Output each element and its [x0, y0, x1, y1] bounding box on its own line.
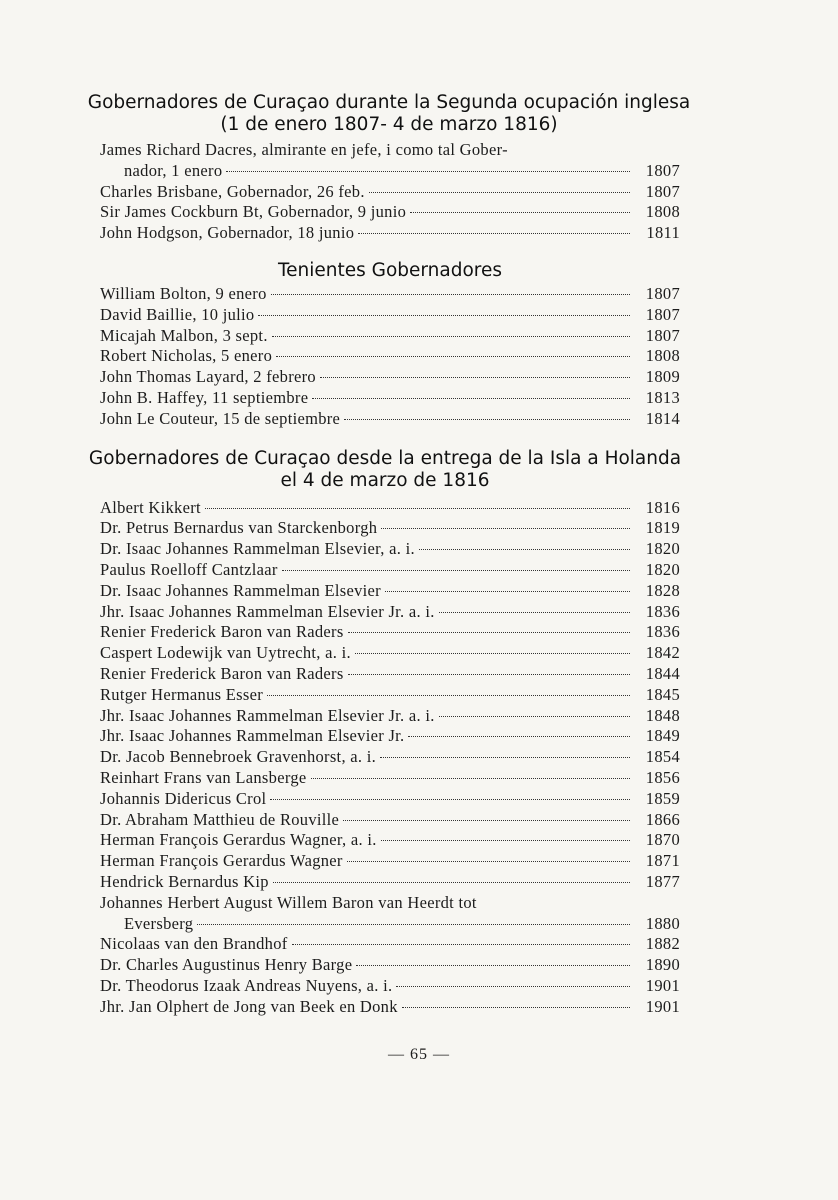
entry-line — [100, 388, 680, 409]
entry-year: 1836 — [645, 601, 680, 621]
dot-leader — [344, 419, 630, 420]
heading-line-2: el 4 de marzo de 1816 — [280, 469, 490, 491]
list-item — [100, 539, 680, 560]
entry-line — [100, 284, 680, 305]
entry-name: Dr. Abraham Matthieu de Rouville — [100, 809, 340, 829]
list-item — [100, 997, 680, 1018]
list-item — [100, 346, 680, 367]
list-item — [100, 768, 680, 789]
dot-leader — [358, 233, 630, 234]
heading-line-1: Gobernadores de Curaçao durante la Segunda ocupación inglesa — [87, 92, 691, 113]
entry-name: Reinhart Frans van Lansberge — [100, 767, 307, 787]
entry-list — [100, 284, 680, 430]
entry-line — [100, 202, 680, 223]
page-content — [87, 92, 691, 1017]
entry-name: Renier Frederick Baron van Raders — [100, 622, 344, 642]
entry-year: 1882 — [645, 934, 680, 954]
list-item — [100, 182, 680, 203]
entry-name: Sir James Cockburn Bt, Gobernador, 9 junio — [100, 202, 407, 222]
list-item — [100, 643, 680, 664]
entry-line — [100, 518, 680, 539]
dot-leader — [272, 336, 630, 337]
list-item — [100, 498, 680, 519]
entry-name: Dr. Isaac Johannes Rammelman Elsevier — [100, 580, 381, 600]
dot-leader — [402, 1007, 630, 1008]
entry-name: Johannis Didericus Crol — [100, 788, 267, 808]
entry-line — [100, 539, 680, 560]
dot-leader — [348, 674, 630, 675]
entry-line — [100, 664, 680, 685]
entry-name: Albert Kikkert — [100, 497, 201, 517]
dot-leader — [355, 653, 630, 654]
list-item — [100, 789, 680, 810]
dot-leader — [258, 315, 630, 316]
dot-leader — [369, 192, 630, 193]
dot-leader — [381, 528, 630, 529]
entry-line — [100, 976, 680, 997]
entry-year: 1807 — [645, 325, 680, 345]
list-item — [100, 602, 680, 623]
entry-year: 1820 — [645, 559, 680, 579]
section-heading — [80, 448, 690, 492]
entry-year: 1820 — [645, 539, 680, 559]
entry-name: Micajah Malbon, 3 sept. — [100, 325, 268, 345]
entry-year: 1828 — [645, 580, 680, 600]
section-heading — [78, 92, 700, 136]
entry-name: John Hodgson, Gobernador, 18 junio — [100, 223, 355, 243]
entry-line — [100, 934, 680, 955]
list-item — [100, 305, 680, 326]
entry-line — [100, 997, 680, 1018]
entry-line — [100, 872, 680, 893]
entry-name: James Richard Dacres, almirante en jefe, i como tal Gober- — [100, 140, 508, 159]
entry-year: 1809 — [645, 367, 680, 387]
entry-line — [100, 789, 680, 810]
list-item — [100, 518, 680, 539]
entry-line — [100, 326, 680, 347]
list-item — [100, 560, 680, 581]
dot-leader — [396, 986, 630, 987]
dot-leader — [343, 820, 630, 821]
entry-name: Jhr. Isaac Johannes Rammelman Elsevier Jr. a. i. — [100, 705, 435, 725]
entry-name: Jhr. Jan Olphert de Jong van Beek en Donk — [100, 996, 398, 1016]
heading-line-1: Tenientes Gobernadores — [277, 259, 503, 281]
page-number: — 65 — — [388, 1046, 450, 1063]
entry-line — [100, 643, 680, 664]
entry-year: 1849 — [645, 726, 680, 746]
dot-leader — [226, 171, 630, 172]
entry-year: 1819 — [645, 518, 680, 538]
entry-list — [100, 140, 680, 244]
dot-leader — [410, 212, 630, 213]
dot-leader — [273, 882, 630, 883]
entry-year: 1811 — [646, 223, 680, 243]
entry-name: William Bolton, 9 enero — [100, 283, 267, 303]
list-item — [100, 851, 680, 872]
entry-line — [100, 367, 680, 388]
entry-line — [100, 622, 680, 643]
dot-leader — [356, 965, 630, 966]
entry-line — [100, 140, 680, 161]
list-item — [100, 202, 680, 223]
list-item — [100, 581, 680, 602]
entry-line — [100, 498, 680, 519]
list-item — [100, 706, 680, 727]
heading-line-2: (1 de enero 1807- 4 de marzo 1816) — [220, 114, 558, 135]
entry-name: Renier Frederick Baron van Raders — [100, 663, 344, 683]
dot-leader — [380, 757, 630, 758]
entry-year: 1807 — [645, 283, 680, 303]
list-item — [100, 872, 680, 893]
entry-name: John Le Couteur, 15 de septiembre — [100, 408, 341, 428]
dot-leader — [348, 632, 630, 633]
entry-year: 1859 — [645, 788, 680, 808]
entry-year: 1807 — [645, 181, 680, 201]
entry-list — [100, 498, 680, 1018]
entry-name: Herman François Gerardus Wagner — [100, 851, 343, 871]
entry-year: 1807 — [645, 160, 680, 180]
entry-name: John B. Haffey, 11 septiembre — [100, 387, 309, 407]
entry-name: Robert Nicholas, 5 enero — [100, 346, 273, 366]
entry-year: 1808 — [645, 202, 680, 222]
list-item — [100, 685, 680, 706]
list-item — [100, 934, 680, 955]
dot-leader — [385, 591, 630, 592]
entry-name: Johannes Herbert August Willem Baron van Heerdt tot — [100, 892, 477, 912]
entry-line — [100, 830, 680, 851]
list-item — [100, 726, 680, 747]
entry-line — [100, 810, 680, 831]
entry-continuation-line — [100, 914, 680, 935]
list-item — [100, 284, 680, 305]
list-item — [100, 326, 680, 347]
dot-leader — [347, 861, 630, 862]
entry-name: Rutger Hermanus Esser — [100, 684, 264, 704]
list-item — [100, 955, 680, 976]
entry-name: Paulus Roelloff Cantzlaar — [100, 559, 278, 579]
dot-leader — [312, 398, 630, 399]
entry-year: 1870 — [645, 830, 680, 850]
entry-year: 1848 — [645, 705, 680, 725]
entry-year: 1845 — [645, 684, 680, 704]
dot-leader — [292, 944, 630, 945]
entry-name-continued: Eversberg — [124, 913, 194, 933]
entry-name: Dr. Jacob Bennebroek Gravenhorst, a. i. — [100, 747, 377, 767]
entry-line — [100, 706, 680, 727]
entry-line — [100, 182, 680, 203]
entry-line — [100, 346, 680, 367]
entry-year: 1807 — [645, 304, 680, 324]
list-item — [100, 367, 680, 388]
entry-name: Charles Brisbane, Gobernador, 26 feb. — [100, 181, 365, 201]
entry-line — [100, 726, 680, 747]
entry-year: 1844 — [645, 663, 680, 683]
list-item — [100, 664, 680, 685]
entry-line — [100, 851, 680, 872]
entry-name: Dr. Theodorus Izaak Andreas Nuyens, a. i. — [100, 975, 393, 995]
entry-name: Herman François Gerardus Wagner, a. i. — [100, 830, 377, 850]
entry-year: 1901 — [645, 996, 680, 1016]
dot-leader — [419, 549, 630, 550]
entry-line — [100, 305, 680, 326]
entry-name: Nicolaas van den Brandhof — [100, 934, 288, 954]
entry-name: Dr. Isaac Johannes Rammelman Elsevier, a. i. — [100, 539, 415, 559]
list-item — [100, 622, 680, 643]
entry-line — [100, 893, 680, 914]
entry-line — [100, 223, 680, 244]
entry-year: 1814 — [645, 408, 680, 428]
entry-year: 1890 — [645, 955, 680, 975]
dot-leader — [320, 377, 630, 378]
entry-line — [100, 685, 680, 706]
entry-year: 1813 — [645, 387, 680, 407]
entry-line — [100, 602, 680, 623]
entry-continuation-line — [100, 161, 680, 182]
dot-leader — [311, 778, 631, 779]
dot-leader — [381, 840, 630, 841]
list-item — [100, 810, 680, 831]
entry-name: Caspert Lodewijk van Uytrecht, a. i. — [100, 643, 351, 663]
list-item — [100, 830, 680, 851]
entry-name: John Thomas Layard, 2 febrero — [100, 367, 316, 387]
entry-year: 1836 — [645, 622, 680, 642]
entry-line — [100, 955, 680, 976]
section-governors-dutch — [88, 447, 682, 1018]
entry-name: Jhr. Isaac Johannes Rammelman Elsevier Jr. a. i. — [100, 601, 435, 621]
entry-year: 1842 — [645, 643, 680, 663]
entry-year: 1866 — [645, 809, 680, 829]
dot-leader — [197, 924, 630, 925]
section-governors-english-occupation — [87, 92, 691, 244]
entry-line — [100, 409, 680, 430]
dot-leader — [205, 508, 630, 509]
list-item — [100, 409, 680, 430]
entry-year: 1856 — [645, 767, 680, 787]
dot-leader — [439, 716, 630, 717]
entry-year: 1871 — [645, 851, 680, 871]
entry-year: 1816 — [645, 497, 680, 517]
entry-name: Jhr. Isaac Johannes Rammelman Elsevier Jr. — [100, 726, 405, 746]
dot-leader — [408, 736, 630, 737]
entry-name: David Baillie, 10 julio — [100, 304, 255, 324]
entry-name: Dr. Charles Augustinus Henry Barge — [100, 955, 353, 975]
entry-year: 1808 — [645, 346, 680, 366]
entry-year: 1854 — [645, 747, 680, 767]
entry-line — [100, 747, 680, 768]
entry-name-continued: nador, 1 enero — [124, 160, 223, 180]
section-heading — [100, 260, 680, 282]
entry-name: Dr. Petrus Bernardus van Starckenborgh — [100, 518, 378, 538]
entry-year: 1877 — [645, 871, 680, 891]
entry-name: Hendrick Bernardus Kip — [100, 871, 269, 891]
heading-line-1: Gobernadores de Curaçao desde la entrega de la Isla a Holanda — [88, 447, 682, 469]
list-item — [100, 140, 680, 182]
entry-line — [100, 581, 680, 602]
dot-leader — [439, 612, 630, 613]
dot-leader — [282, 570, 630, 571]
list-item — [100, 388, 680, 409]
dot-leader — [276, 356, 630, 357]
section-lieutenant-governors — [100, 260, 680, 430]
dot-leader — [270, 799, 630, 800]
dot-leader — [267, 695, 630, 696]
list-item — [100, 976, 680, 997]
entry-line — [100, 560, 680, 581]
list-item — [100, 893, 680, 935]
entry-line — [100, 768, 680, 789]
entry-year: 1880 — [645, 913, 680, 933]
list-item — [100, 223, 680, 244]
entry-year: 1901 — [645, 975, 680, 995]
list-item — [100, 747, 680, 768]
dot-leader — [271, 294, 630, 295]
